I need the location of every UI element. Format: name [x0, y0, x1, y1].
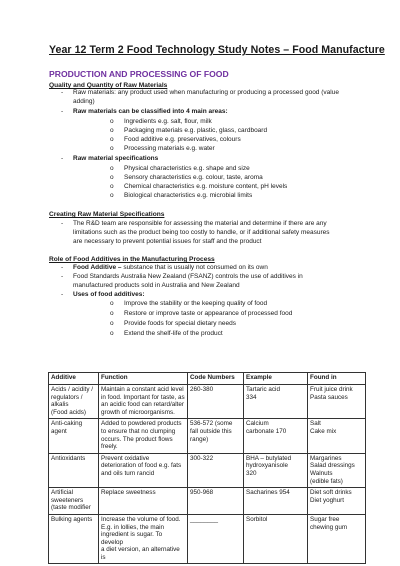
cell-line: growth of microorganisms.	[101, 408, 175, 416]
table-header-row	[49, 373, 366, 385]
list-item: Provide foods for special dietary needs	[124, 320, 237, 327]
creating-heading: Creating Raw Material Specifications	[49, 211, 165, 218]
cell-line: an acidic food can retard/alter	[101, 401, 184, 409]
list-item: Chemical characteristics e.g. moisture content, pH levels	[124, 183, 288, 190]
list-item: Physical characteristics e.g. shape and size	[124, 165, 250, 172]
cell-line: freely.	[101, 443, 118, 451]
cell-line: Calcium	[246, 420, 269, 428]
cell-line: E.g. in lollies, the main	[101, 523, 164, 531]
circle-bullet-icon: o	[110, 136, 114, 143]
circle-bullet-icon: o	[110, 127, 114, 134]
function-cell	[99, 453, 188, 487]
table-row	[49, 488, 366, 515]
table-body	[49, 385, 366, 564]
additive-cell	[49, 514, 99, 564]
circle-bullet-icon: o	[110, 165, 114, 172]
cell-line: Diet soft drinks	[310, 489, 352, 497]
example-cell	[244, 419, 308, 453]
cell-line: Maintain a constant acid level	[101, 386, 184, 393]
cell-line: Diet yoghurt	[310, 496, 344, 504]
cell-line: Added to powdered products	[101, 420, 182, 428]
cell-line: chewing gum	[310, 523, 348, 531]
code-cell	[188, 453, 244, 487]
paragraph-line: are necessary to prevent potential issues for staff and the product	[73, 238, 262, 245]
column-header: Function	[99, 373, 188, 385]
found-in-cell	[308, 419, 366, 453]
code-cell	[188, 514, 244, 564]
example-cell	[244, 453, 308, 487]
list-item: Extend the shelf-life of the product	[124, 330, 223, 337]
classified-heading: Raw materials can be classified into 4 main areas:	[73, 108, 228, 115]
cell-line: Antioxidants	[51, 454, 86, 462]
raw-materials-definition-line: adding)	[73, 97, 95, 105]
cell-line: Fruit juice drink	[310, 386, 353, 393]
cell-line: sweeteners	[51, 496, 84, 504]
cell-line: 536-572 (some	[190, 420, 233, 428]
cell-line: regulators /	[51, 393, 83, 401]
list-item: Processing materials e.g. water	[124, 145, 215, 152]
cell-line: ________	[190, 515, 219, 523]
list-item: Biological characteristics e.g. microbial limits	[124, 192, 253, 199]
additive-cell	[49, 453, 99, 487]
additive-cell	[49, 488, 99, 515]
function-cell	[99, 488, 188, 515]
cell-line: BHA – butylated	[246, 454, 292, 462]
cell-line: Walnuts	[310, 469, 333, 477]
list-item: Food additive e.g. preservatives, colours	[124, 136, 241, 143]
cell-line: Sacharines 954	[246, 489, 290, 497]
cell-line: Prevent oxidative	[101, 454, 150, 462]
cell-line: Salad dressings	[310, 462, 355, 470]
specifications-heading: Raw material specifications	[73, 155, 159, 162]
circle-bullet-icon: o	[110, 192, 114, 199]
dash-bullet: -	[61, 273, 64, 280]
cell-line: Pasta sauces	[310, 393, 348, 401]
dash-bullet: -	[61, 89, 64, 96]
cell-line: Bulking agents	[51, 515, 93, 523]
dash-bullet: -	[61, 108, 64, 115]
cell-line: carbonate 170	[246, 427, 287, 435]
cell-line: 300-322	[190, 454, 214, 462]
cell-line: a diet version, an alternative is	[101, 546, 180, 561]
cell-line: Increase the volume of food.	[101, 515, 181, 523]
function-cell	[99, 514, 188, 564]
function-cell	[99, 385, 188, 419]
cell-line: Tartaric acid	[246, 386, 280, 393]
cell-line: hydroxyanisole	[246, 462, 289, 470]
cell-line: deterioration of food e.g. fats	[101, 462, 182, 470]
example-cell	[244, 514, 308, 564]
cell-line: Cake mix	[310, 427, 337, 435]
paragraph-line: limitations such as the product being too costly to handle, or if additional safety measures	[73, 229, 330, 236]
circle-bullet-icon: o	[110, 300, 114, 307]
circle-bullet-icon: o	[110, 145, 114, 152]
list-item: Packaging materials e.g. plastic, glass, cardboard	[124, 127, 268, 134]
quality-heading: Quality and Quantity of Raw Materials	[49, 82, 168, 89]
cell-line: 334	[246, 393, 257, 401]
list-item: Improve the stability or the keeping quality of food	[124, 300, 268, 307]
list-item: Sensory characteristics e.g. colour, taste, aroma	[124, 174, 263, 181]
circle-bullet-icon: o	[110, 320, 114, 327]
section-heading: PRODUCTION AND PROCESSING OF FOOD	[49, 69, 229, 79]
cell-line: to ensure that no clumping	[101, 427, 176, 435]
food-additive-term: Food Additive –	[73, 264, 122, 271]
cell-line: Margarines	[310, 454, 342, 462]
cell-line: 950-968	[190, 489, 214, 497]
cell-line: fall outside this	[190, 427, 232, 435]
dash-bullet: -	[61, 264, 64, 271]
example-cell	[244, 385, 308, 419]
circle-bullet-icon: o	[110, 174, 114, 181]
document-title: Year 12 Term 2 Food Technology Study Notes – Food Manufacture	[49, 44, 385, 56]
dash-bullet: -	[61, 291, 64, 298]
cell-line: Salt	[310, 420, 321, 428]
paragraph-line: manufactured products sold in Australia and New Zealand	[73, 282, 240, 289]
column-header: Example	[244, 373, 308, 385]
paragraph-line: Food Standards Australia New Zealand (FSANZ) controls the use of additives in	[73, 273, 303, 280]
found-in-cell	[308, 385, 366, 419]
additive-cell	[49, 385, 99, 419]
table-row	[49, 514, 366, 564]
additive-cell	[49, 419, 99, 453]
role-heading: Role of Food Additives in the Manufacturing Process	[49, 256, 215, 263]
circle-bullet-icon: o	[110, 183, 114, 190]
column-header: Found in	[308, 373, 366, 385]
cell-line: 320	[246, 469, 257, 477]
example-cell	[244, 488, 308, 515]
cell-line: agent	[51, 427, 67, 435]
cell-line: 260-380	[190, 386, 214, 393]
code-cell	[188, 419, 244, 453]
paragraph-line: The R&D team are responsible for assessing the material and determine if there are any	[73, 220, 327, 227]
dash-bullet: -	[61, 220, 64, 227]
cell-line: Acids / acidity /	[51, 386, 93, 393]
cell-line: alkalis	[51, 401, 69, 409]
code-cell	[188, 385, 244, 419]
uses-heading: Uses of food additives:	[73, 291, 145, 298]
table-row	[49, 453, 366, 487]
cell-line: (edible fats)	[310, 477, 343, 485]
function-cell	[99, 419, 188, 453]
cell-line: Sugar free	[310, 515, 340, 523]
list-item: Ingredients e.g. salt, flour, milk	[124, 118, 212, 125]
table-row	[49, 419, 366, 453]
cell-line: Artificial	[51, 489, 74, 497]
cell-line: Sorbitol	[246, 515, 268, 523]
circle-bullet-icon: o	[110, 330, 114, 337]
found-in-cell	[308, 453, 366, 487]
circle-bullet-icon: o	[110, 118, 114, 125]
code-cell	[188, 488, 244, 515]
cell-line: Anti-caking	[51, 420, 83, 428]
dash-bullet: -	[61, 155, 64, 162]
circle-bullet-icon: o	[110, 310, 114, 317]
cell-line: Replace sweetness	[101, 489, 156, 497]
cell-line: ingredient is sugar. To develop	[101, 531, 163, 546]
column-header: Additive	[49, 373, 99, 385]
additives-table	[48, 372, 366, 564]
cell-line: and oils turn rancid	[101, 469, 155, 477]
list-item: Restore or improve taste or appearance of processed food	[124, 310, 293, 317]
found-in-cell	[308, 488, 366, 515]
food-additive-definition	[73, 264, 268, 273]
cell-line: in food. Important for taste, as	[101, 393, 185, 401]
cell-line: (taste modifier	[51, 504, 91, 512]
cell-line: range)	[190, 435, 209, 443]
table-row	[49, 385, 366, 419]
column-header: Code Numbers	[188, 373, 244, 385]
cell-line: (Food acids)	[51, 408, 86, 416]
raw-materials-definition-line: Raw materials: any product used when manufacturing or producing a processed good (value	[73, 89, 339, 96]
found-in-cell	[308, 514, 366, 564]
food-additive-text: substance that is usually not consumed on its own	[121, 264, 268, 271]
cell-line: occurs. The product flows	[101, 435, 173, 443]
